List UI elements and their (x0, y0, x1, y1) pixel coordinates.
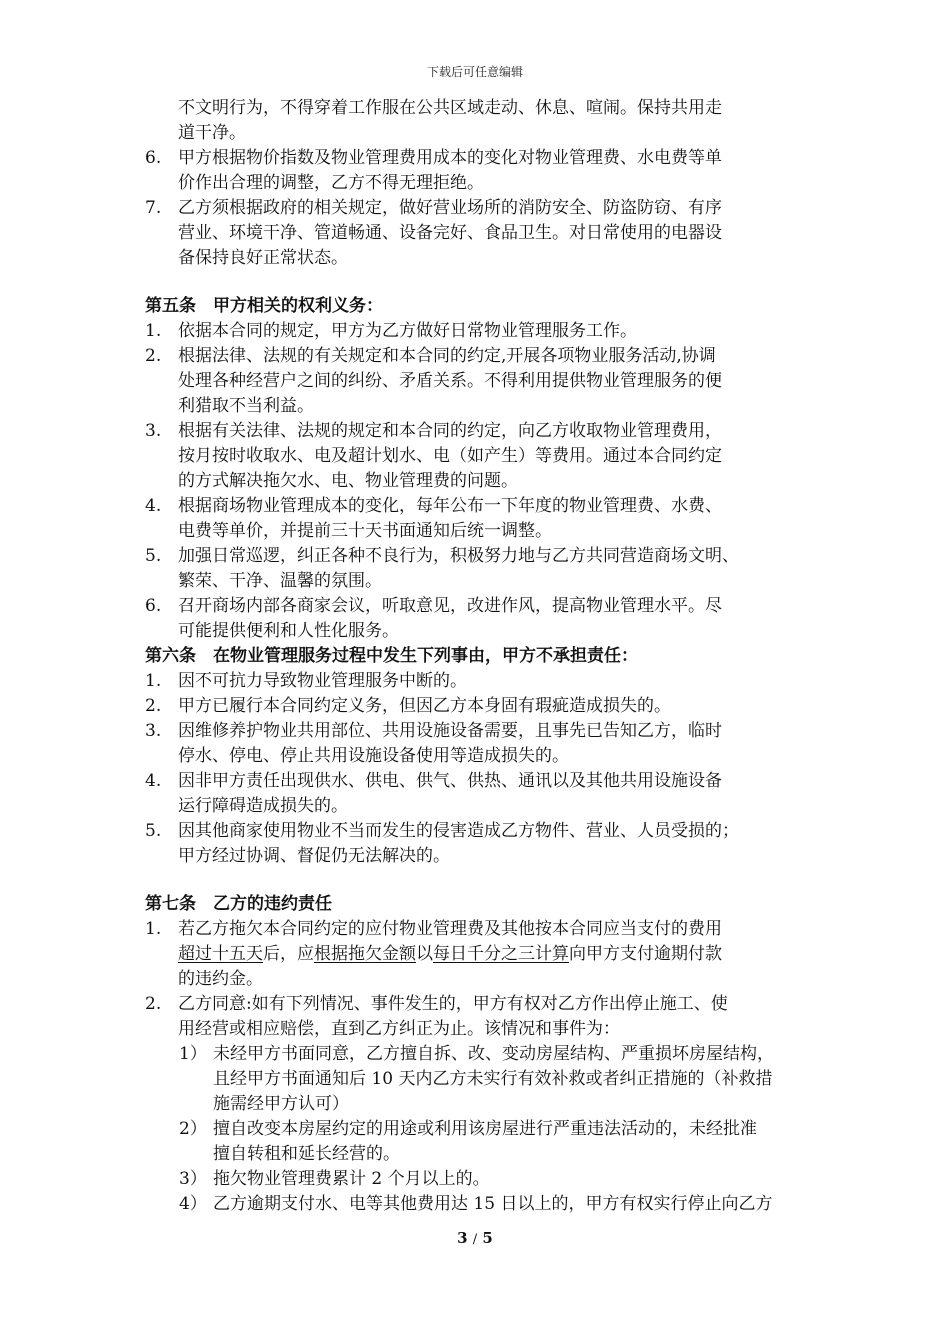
list-item-line (145, 719, 825, 744)
item-number: 1. (145, 671, 162, 691)
current-page: 3 (457, 1229, 468, 1247)
sub-item-number: 4） (179, 1194, 207, 1214)
page-number (0, 1228, 950, 1250)
article-7-subitem-1 (145, 1042, 825, 1117)
item-number: 1. (145, 919, 162, 939)
sub-item-number: 1） (179, 1044, 207, 1064)
article-6-item-1 (145, 669, 825, 694)
item-text: 甲方已履行本合同约定义务，但因乙方本身固有瑕疵造成损失的。 (178, 696, 671, 716)
article-6-heading: 第六条 在物业管理服务过程中发生下列事由，甲方不承担责任： (145, 646, 638, 666)
list-item-line (145, 917, 825, 942)
list-item-line (145, 992, 825, 1017)
list-item-line: 停水、停电、停止共用设施设备使用等造成损失的。 (178, 746, 569, 766)
item-number: 7. (145, 198, 162, 218)
sub-item-number: 3） (179, 1169, 207, 1189)
item-text: 根据商场物业管理成本的变化，每年公布一下年度的物业管理费、水费、 (178, 496, 722, 516)
continuation-line: 道干净。 (178, 123, 246, 143)
list-item-line (145, 694, 825, 719)
sub-item-text: 拖欠物业管理费累计 2 个月以上的。 (213, 1169, 490, 1189)
article-6-item-3 (145, 719, 825, 769)
section-gap (145, 271, 825, 294)
article-5-item-3 (145, 419, 825, 494)
list-item-line: 电费等单价，并提前三十天书面通知后统一调整。 (178, 521, 552, 541)
list-item-line (145, 419, 825, 444)
list-item-line: 繁荣、干净、温馨的氛围。 (178, 571, 382, 591)
item-number: 6. (145, 148, 162, 168)
item-text: 若乙方拖欠本合同约定的应付物业管理费及其他按本合同应当支付的费用 (178, 919, 722, 939)
article-4-item-6 (145, 146, 825, 196)
list-item-line (145, 669, 825, 694)
list-item-line (145, 544, 825, 569)
list-item-line (145, 942, 825, 967)
item-number: 6. (145, 596, 162, 616)
item-number: 3. (145, 721, 162, 741)
article-6-item-5 (145, 819, 825, 869)
list-item-line: 用经营或相应赔偿，直到乙方纠正为止。该情况和事件为： (178, 1019, 620, 1039)
item-text: 因不可抗力导致物业管理服务中断的。 (178, 671, 467, 691)
sub-item-number: 2） (179, 1119, 207, 1139)
sub-item-text: 乙方逾期支付水、电等其他费用达 15 日以上的，甲方有权实行停止向乙方 (213, 1194, 773, 1214)
article-5-item-1 (145, 319, 825, 344)
section-gap (145, 869, 825, 892)
item-text: 加强日常巡逻，纠正各种不良行为，积极努力地与乙方共同营造商场文明、 (178, 546, 739, 566)
item-text: 根据有关法律、法规的规定和本合同的约定，向乙方收取物业管理费用， (178, 421, 722, 441)
article-7-subitem-2 (145, 1117, 825, 1167)
page-separator: / (472, 1232, 478, 1247)
underlined-term: 每日千分之三计算 (433, 944, 569, 964)
sub-item-line (145, 1117, 825, 1142)
item-text: 因其他商家使用物业不当而发生的侵害造成乙方物件、营业、人员受损的； (178, 821, 739, 841)
list-item-line (145, 819, 825, 844)
sub-item-text: 擅自改变本房屋约定的用途或利用该房屋进行严重违法活动的，未经批准 (213, 1119, 757, 1139)
list-item-line: 按月按时收取水、电及超计划水、电（如产生）等费用。通过本合同约定 (178, 446, 722, 466)
item-text: 召开商场内部各商家会议，听取意见，改进作风，提高物业管理水平。尽 (178, 596, 722, 616)
underlined-term: 根据拖欠金额 (314, 944, 416, 964)
list-item-line: 营业、环境干净、管道畅通、设备完好、食品卫生。对日常使用的电器设 (178, 223, 722, 243)
article-7-subitem-4 (145, 1192, 825, 1217)
article-7-heading: 第七条 乙方的违约责任 (145, 894, 332, 914)
list-item-line: 运行障碍造成损失的。 (178, 796, 348, 816)
item-number: 4. (145, 496, 162, 516)
item-text: 向甲方支付逾期付款 (569, 944, 722, 964)
list-item-line: 可能提供便利和人性化服务。 (178, 621, 399, 641)
list-item-line (145, 319, 825, 344)
list-item-line: 处理各种经营户之间的纠纷、矛盾关系。不得利用提供物业管理服务的便 (178, 371, 722, 391)
item-text: 乙方同意:如有下列情况、事件发生的，甲方有权对乙方作出停止施工、使 (178, 994, 728, 1014)
item-number: 2. (145, 346, 162, 366)
item-number: 3. (145, 421, 162, 441)
item-text: 因非甲方责任出现供水、供电、供气、供热、通讯以及其他共用设施设备 (178, 771, 722, 791)
list-item-line: 备保持良好正常状态。 (178, 248, 348, 268)
sub-item-line: 擅自转租和延长经营的。 (213, 1144, 400, 1164)
list-item-line (145, 196, 825, 221)
item-text: 根据法律、法规的有关规定和本合同的约定,开展各项物业服务活动,协调 (178, 346, 716, 366)
item-text: 因维修养护物业共用部位、共用设施设备需要，且事先已告知乙方，临时 (178, 721, 722, 741)
list-item-line: 利猎取不当利益。 (178, 396, 314, 416)
item-text: 以 (416, 944, 433, 964)
article-7-item-1 (145, 917, 825, 992)
item-number: 5. (145, 546, 162, 566)
item-text: 乙方须根据政府的相关规定，做好营业场所的消防安全、防盗防窃、有序 (178, 198, 722, 218)
underlined-term: 超过十五天 (178, 944, 263, 964)
list-item-line: 价作出合理的调整，乙方不得无理拒绝。 (178, 173, 484, 193)
total-pages: 5 (482, 1229, 493, 1247)
sub-item-line (145, 1042, 825, 1067)
article-7-item-2 (145, 992, 825, 1042)
document-body (145, 96, 825, 1217)
page-header-note: 下载后可任意编辑 (426, 65, 523, 79)
article-6-item-4 (145, 769, 825, 819)
article-7-subitem-3 (145, 1167, 825, 1192)
article-5-item-6 (145, 594, 825, 644)
list-item-line (145, 494, 825, 519)
sub-item-line (145, 1167, 825, 1192)
item-text: 后，应 (263, 944, 314, 964)
item-number: 2. (145, 994, 162, 1014)
article-5-item-2 (145, 344, 825, 419)
list-item-line: 甲方经过协调、督促仍无法解决的。 (178, 846, 450, 866)
sub-item-line: 且经甲方书面通知后 10 天内乙方未实行有效补救或者纠正措施的（补救措 (213, 1069, 773, 1089)
item-number: 4. (145, 771, 162, 791)
list-item-line: 的方式解决拖欠水、电、物业管理费的问题。 (178, 471, 518, 491)
article-5-heading: 第五条 甲方相关的权利义务： (145, 296, 383, 316)
sub-item-line (145, 1192, 825, 1217)
continuation-line: 不文明行为，不得穿着工作服在公共区域走动、休息、喧闹。保持共用走 (178, 98, 722, 118)
article-5-item-5 (145, 544, 825, 594)
article-5-item-4 (145, 494, 825, 544)
list-item-line (145, 594, 825, 619)
item-number: 5. (145, 821, 162, 841)
item-number: 2. (145, 696, 162, 716)
sub-item-text: 未经甲方书面同意，乙方擅自拆、改、变动房屋结构、严重损坏房屋结构， (213, 1044, 774, 1064)
list-item-line: 的违约金。 (178, 969, 263, 989)
article-4-item-7 (145, 196, 825, 271)
article-6-item-2 (145, 694, 825, 719)
list-item-line (145, 344, 825, 369)
item-text: 依据本合同的规定，甲方为乙方做好日常物业管理服务工作。 (178, 321, 637, 341)
item-text: 甲方根据物价指数及物业管理费用成本的变化对物业管理费、水电费等单 (178, 148, 722, 168)
list-item-line (145, 146, 825, 171)
list-item-line (145, 769, 825, 794)
sub-item-line: 施需经甲方认可） (213, 1094, 349, 1114)
item-number: 1. (145, 321, 162, 341)
